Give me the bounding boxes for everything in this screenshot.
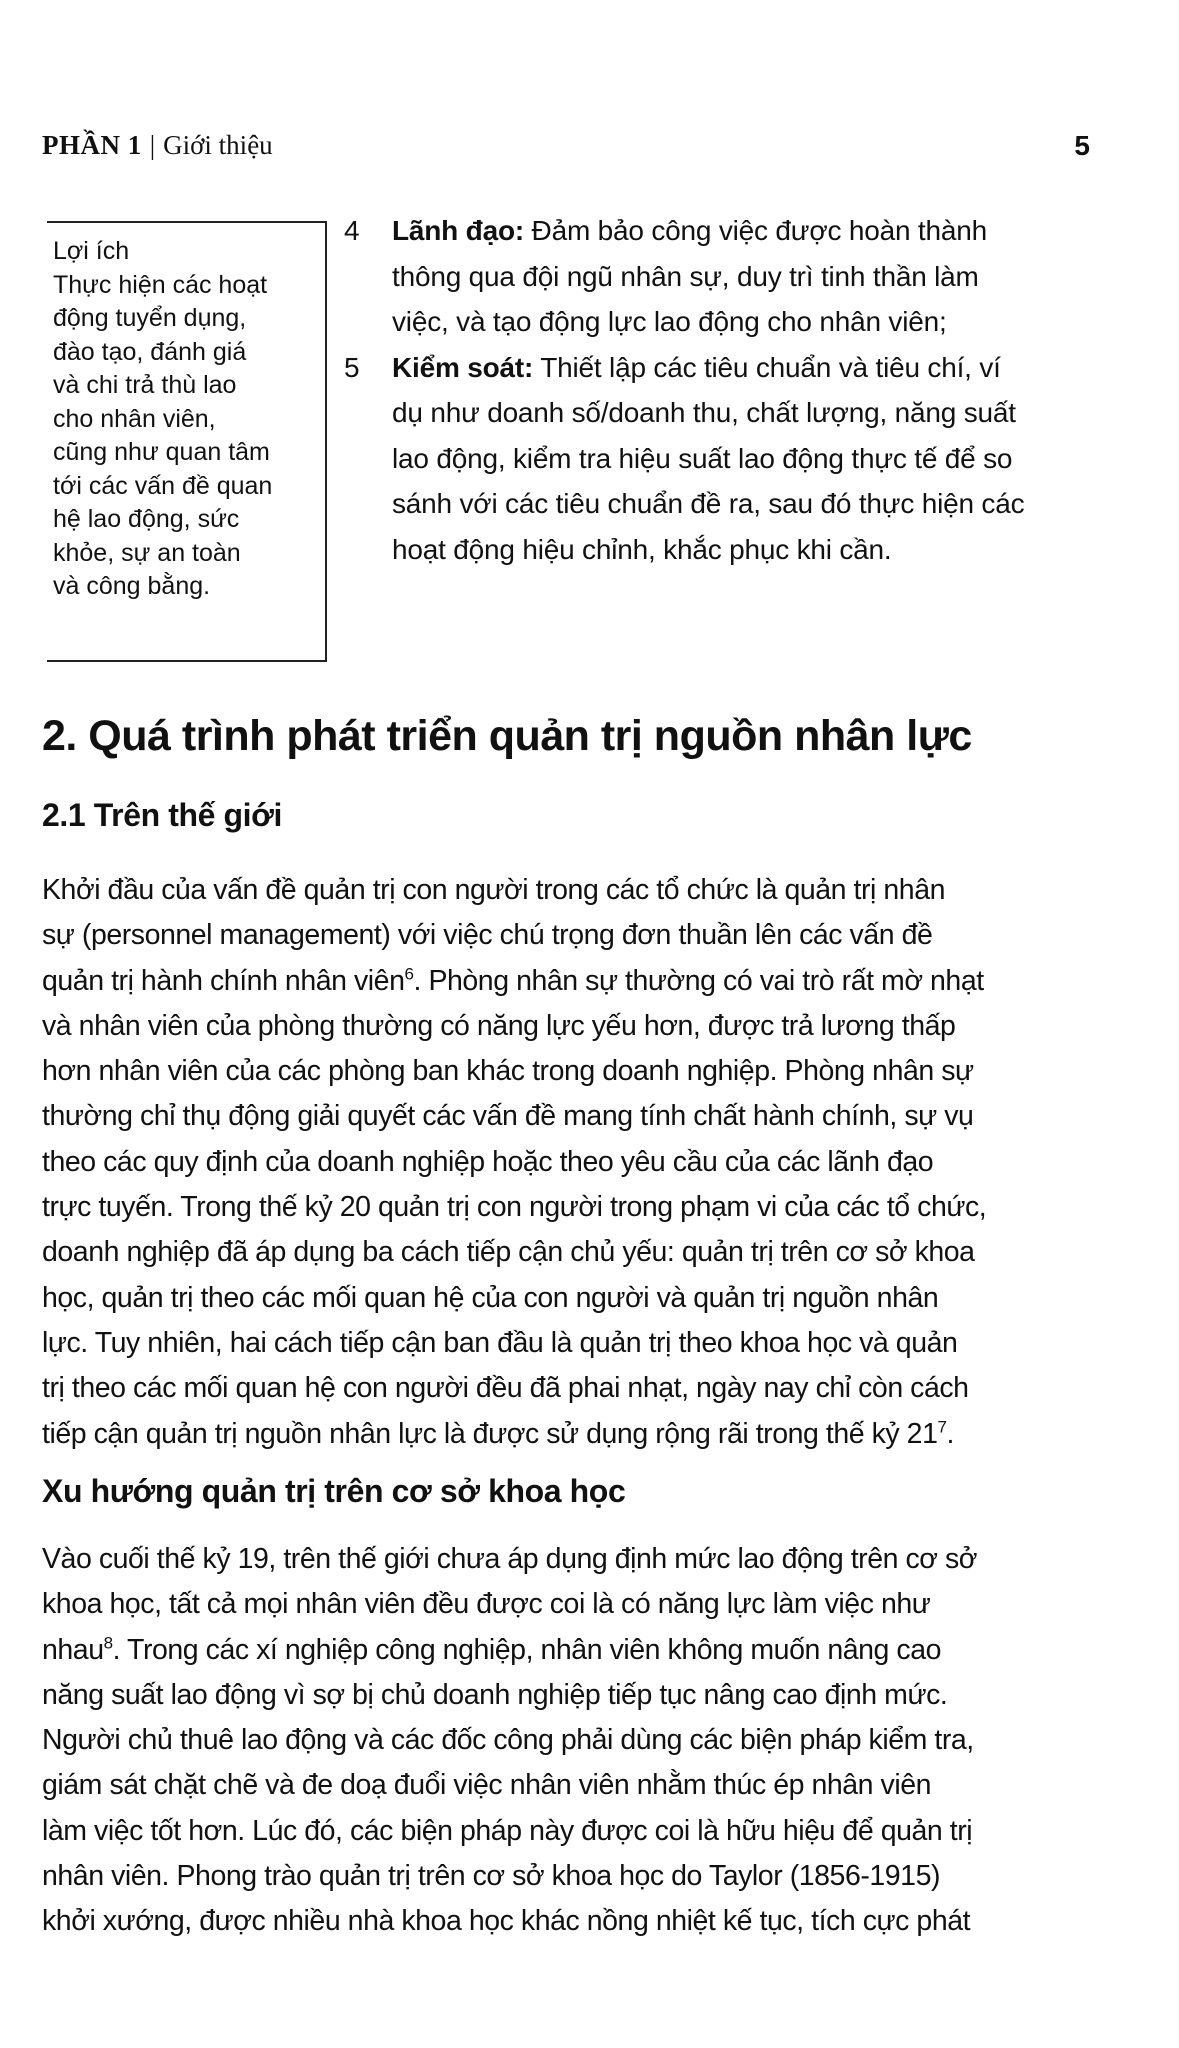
function-term: Kiểm soát: [392, 351, 534, 383]
list-line: sánh với các tiêu chuẩn đề ra, sau đó thực hiện các [392, 488, 1025, 519]
list-line: dụ như doanh số/doanh thu, chất lượng, năng suất [392, 397, 1016, 428]
margin-note-title: Lợi ích [53, 237, 130, 265]
running-head [42, 130, 1090, 170]
function-desc: Thiết lập các tiêu chuẩn và tiêu chí, ví [533, 351, 1001, 383]
margin-note-line: Thực hiện các hoạt [53, 270, 268, 299]
management-functions-list [344, 208, 1104, 572]
paragraph-line [42, 959, 1102, 1004]
paragraph-line: trực tuyến. Trong thế kỷ 20 quản trị con người trong phạm vi của các tổ chức, [42, 1191, 987, 1224]
list-line: việc, và tạo động lực lao động cho nhân viên; [392, 306, 947, 337]
list-line: thông qua đội ngũ nhân sự, duy trì tinh thần làm [392, 260, 979, 292]
paragraph-line: Người chủ thuê lao động và các đốc công phải dùng các biện pháp kiểm tra, [42, 1724, 974, 1757]
chapter-title: Giới thiệu [163, 130, 273, 160]
line-segment: tiếp cận quản trị nguồn nhân lực là được sử dụng rộng rãi trong thế kỷ 21 [42, 1417, 938, 1450]
margin-note-text [53, 235, 318, 604]
paragraph-line: trị theo các mối quan hệ con người đều đã phai nhạt, ngày nay chỉ còn cách [42, 1372, 969, 1405]
margin-note-line: động tuyển dụng, [53, 304, 247, 332]
function-item-controlling [344, 345, 1104, 573]
paragraph-line: thường chỉ thụ động giải quyết các vấn đề mang tính chất hành chính, sự vụ [42, 1100, 974, 1133]
header-separator: | [149, 130, 156, 160]
body-paragraph-1 [42, 868, 1102, 1457]
footnote-ref: 7 [937, 1417, 947, 1437]
function-item-leading [344, 208, 1104, 345]
margin-note-line: và công bằng. [53, 572, 211, 600]
paragraph-line: Khởi đầu của vấn đề quản trị con người trong các tổ chức là quản trị nhân [42, 874, 946, 906]
body-paragraph-2 [42, 1537, 1102, 1945]
line-segment: . Phòng nhân sự thường có vai trò rất mờ nhạt [413, 964, 984, 997]
paragraph-line: lực. Tuy nhiên, hai cách tiếp cận ban đầu là quản trị theo khoa học và quản [42, 1326, 958, 1359]
function-term: Lãnh đạo: [392, 215, 524, 246]
paragraph-line: năng suất lao động vì sợ bị chủ doanh nghiệp tiếp tục nâng cao định mức. [42, 1678, 948, 1711]
paragraph-line: theo các quy định của doanh nghiệp hoặc theo yêu cầu của các lãnh đạo [42, 1145, 934, 1178]
paragraph-line: doanh nghiệp đã áp dụng ba cách tiếp cận chủ yếu: quản trị trên cơ sở khoa [42, 1236, 975, 1269]
paragraph-line: Vào cuối thế kỷ 19, trên thế giới chưa áp dụng định mức lao động trên cơ sở [42, 1543, 978, 1575]
footnote-ref: 6 [404, 964, 414, 984]
margin-note-line: hệ lao động, sức [53, 505, 240, 533]
list-line [392, 345, 1104, 391]
line-segment: . [946, 1417, 954, 1450]
paragraph-line: khoa học, tất cả mọi nhân viên đều được coi là có năng lực làm việc như [42, 1588, 931, 1621]
margin-note-line: đào tạo, đánh giá [53, 337, 247, 366]
margin-note-line: cũng như quan tâm [53, 438, 270, 466]
paragraph-line [42, 1412, 1102, 1457]
paragraph-line: giám sát chặt chẽ và đe doạ đuổi việc nhân viên nhằm thúc ép nhân viên [42, 1769, 932, 1802]
margin-note-line: cho nhân viên, [53, 404, 216, 433]
part-label: PHẦN 1 [42, 130, 142, 160]
margin-note-line: và chi trả thù lao [53, 371, 237, 399]
paragraph-line [42, 1628, 1102, 1673]
section-heading: 2. Quá trình phát triển quản trị nguồn nhân lực [42, 712, 972, 760]
paragraph-line: hơn nhân viên của các phòng ban khác trong doanh nghiệp. Phòng nhân sự [42, 1055, 974, 1088]
paragraph-line: nhân viên. Phong trào quản trị trên cơ sở khoa học do Taylor (1856-1915) [42, 1860, 941, 1893]
margin-note-box [47, 221, 327, 662]
paragraph-line: khởi xướng, được nhiều nhà khoa học khác nồng nhiệt kế tục, tích cực phát [42, 1905, 971, 1938]
line-segment: nhau [42, 1633, 104, 1666]
list-line: lao động, kiểm tra hiệu suất lao động thực tế để so [392, 442, 1013, 474]
margin-note-line: khỏe, sự an toàn [53, 538, 241, 567]
paragraph-line: học, quản trị theo các mối quan hệ của con người và quản trị nguồn nhân [42, 1281, 939, 1314]
list-number: 4 [344, 215, 360, 246]
paragraph-line: làm việc tốt hơn. Lúc đó, các biện pháp này được coi là hữu hiệu để quản trị [42, 1814, 973, 1847]
function-desc: Đảm bảo công việc được hoàn thành [523, 215, 988, 246]
paragraph-line: sự (personnel management) với việc chú trọng đơn thuần lên các vấn đề [42, 919, 933, 952]
list-line: hoạt động hiệu chỉnh, khắc phục khi cần. [392, 533, 892, 565]
footnote-ref: 8 [103, 1633, 113, 1653]
line-segment: quản trị hành chính nhân viên [42, 964, 405, 997]
page-number: 5 [1074, 130, 1090, 161]
subsection-heading: 2.1 Trên thế giới [42, 797, 283, 833]
line-segment: . Trong các xí nghiệp công nghiệp, nhân viên không muốn nâng cao [112, 1633, 942, 1666]
list-line [392, 208, 1104, 254]
trend-heading: Xu hướng quản trị trên cơ sở khoa học [42, 1473, 626, 1509]
paragraph-line: và nhân viên của phòng thường có năng lực yếu hơn, được trả lương thấp [42, 1009, 956, 1042]
list-number: 5 [344, 351, 360, 383]
margin-note-line: tới các vấn đề quan [53, 471, 273, 500]
